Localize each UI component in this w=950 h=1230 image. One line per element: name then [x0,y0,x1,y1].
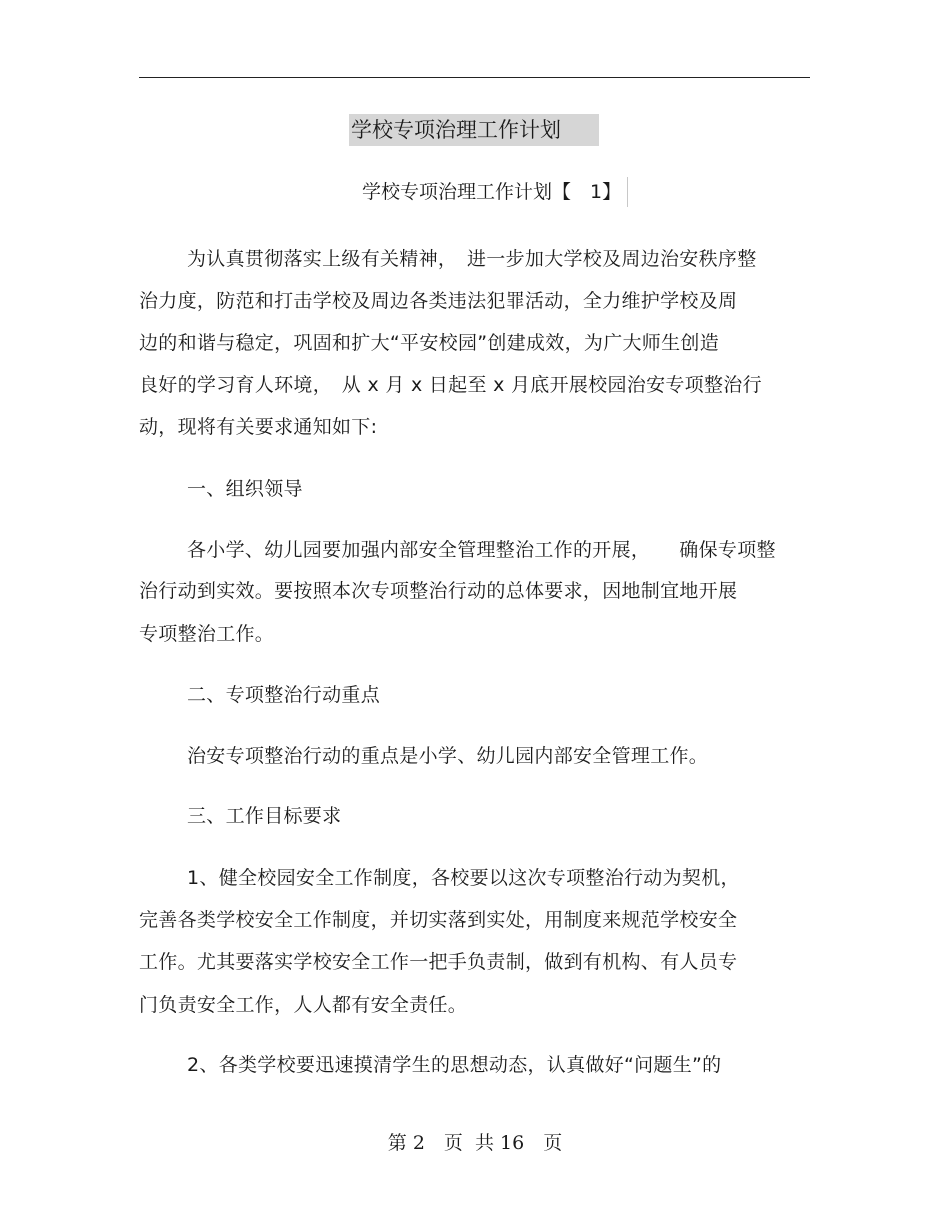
body-line: 边的和谐与稳定，巩固和扩大“平安校园”创建成效，为广大师生创造 [139,332,719,354]
body-line: 治安专项整治行动的重点是小学、幼儿园内部安全管理工作。 [187,745,709,767]
body-line: 动，现将有关要求通知如下: [139,416,378,438]
section-heading: 二、专项整治行动重点 [187,684,381,706]
body-line: 治力度，防范和打击学校及周边各类违法犯罪活动，全力维护学校及周 [139,290,738,312]
section-heading: 三、工作目标要求 [187,805,342,827]
document-subtitle: 学校专项治理工作计划【 1】 [360,177,628,207]
page-number: 第 2 页 共 16 页 [387,1132,563,1154]
header-rule [139,77,810,78]
body-line: 良好的学习育人环境， 从 x 月 x 日起至 x 月底开展校园治安专项整治行 [139,374,762,396]
section-heading: 一、组织领导 [187,478,303,500]
body-line: 专项整治工作。 [139,623,275,645]
body-line: 1、健全校园安全工作制度，各校要以这次专项整治行动为契机， [187,867,740,889]
body-line: 完善各类学校安全工作制度，并切实落到实处，用制度来规范学校安全 [139,909,738,931]
document-title: 学校专项治理工作计划 [349,114,599,146]
body-line: 2、各类学校要迅速摸清学生的思想动态，认真做好“问题生”的 [187,1054,722,1076]
body-line: 工作。尤其要落实学校安全工作一把手负责制，做到有机构、有人员专 [139,951,738,973]
body-line: 治行动到实效。要按照本次专项整治行动的总体要求，因地制宜地开展 [139,580,738,602]
body-line: 各小学、幼儿园要加强内部安全管理整治工作的开展， 确保专项整 [187,539,776,561]
body-line: 为认真贯彻落实上级有关精神， 进一步加大学校及周边治安秩序整 [187,248,757,270]
body-line: 门负责安全工作，人人都有安全责任。 [139,994,468,1016]
